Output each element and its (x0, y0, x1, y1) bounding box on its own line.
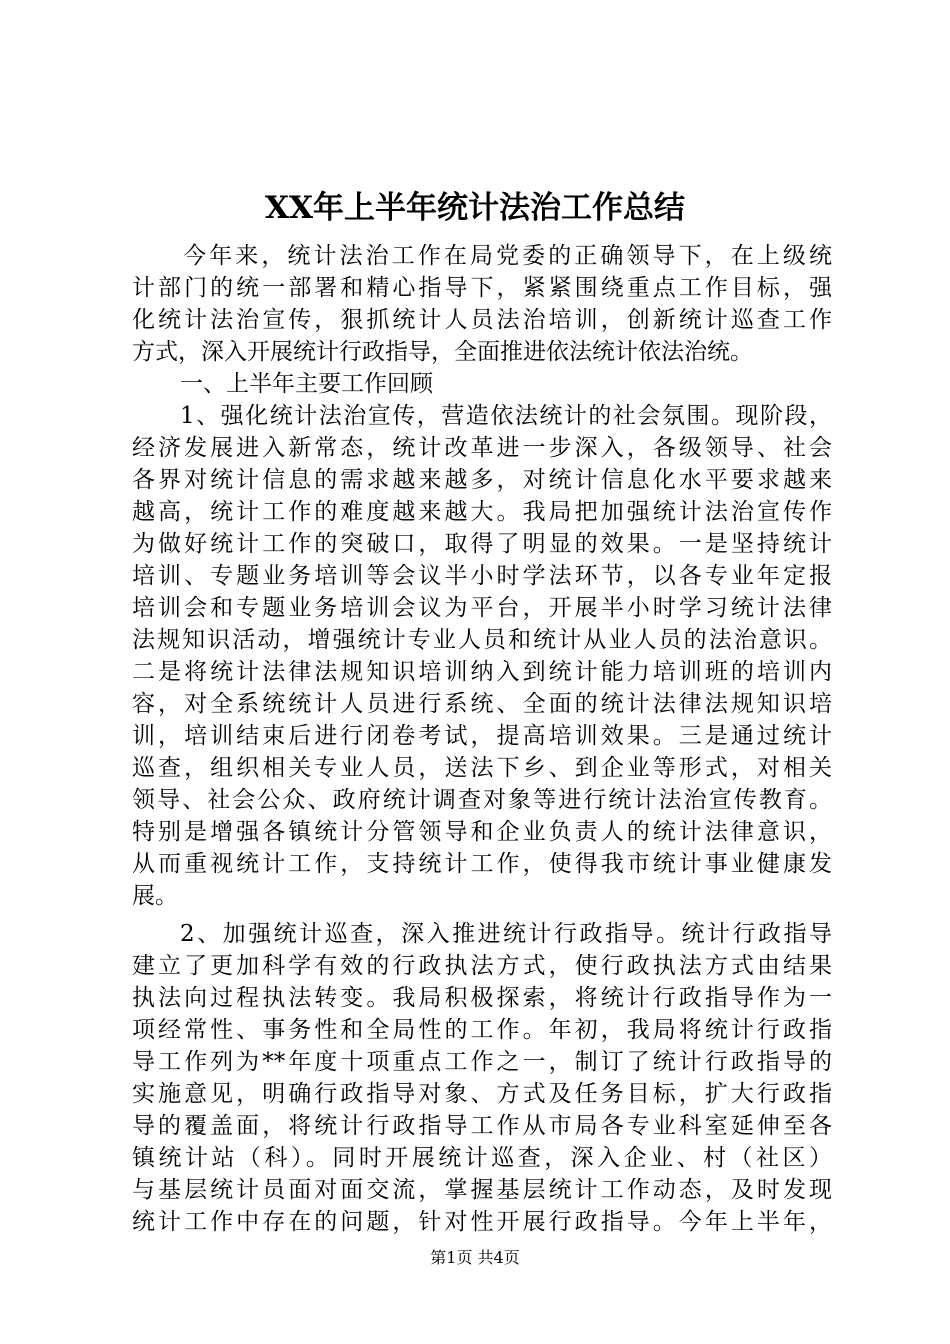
body-line: 建立了更加科学有效的行政执法方式，使行政执法方式由结果 (132, 953, 832, 979)
page-footer: 第1页 共4页 (430, 1248, 520, 1267)
body-line: 各界对统计信息的需求越来越多，对统计信息化水平要求越来 (132, 467, 832, 493)
body-line: 法规知识活动，增强统计专业人员和统计从业人员的法治意识。 (132, 627, 832, 653)
body-line: 二是将统计法律法规知识培训纳入到统计能力培训班的培训内 (132, 659, 832, 685)
body-line: 导的覆盖面，将统计行政指导工作从市局各专业科室延伸至各 (132, 1113, 832, 1139)
body-line: 镇统计站（科）。同时开展统计巡查，深入企业、村（社区） (132, 1145, 832, 1171)
body-line: 经济发展进入新常态，统计改革进一步深入，各级领导、社会 (132, 435, 832, 461)
body-line: 计部门的统一部署和精心指导下，紧紧围绕重点工作目标，强 (132, 275, 832, 301)
body-line: 1、强化统计法治宣传，营造依法统计的社会氛围。现阶段， (180, 403, 832, 429)
body-line: 导工作列为**年度十项重点工作之一，制订了统计行政指导的 (132, 1049, 832, 1075)
document-body (132, 240, 832, 1238)
body-line: 越高，统计工作的难度越来越大。我局把加强统计法治宣传作 (132, 499, 832, 525)
body-line: 训，培训结束后进行闭卷考试，提高培训效果。三是通过统计 (132, 723, 832, 749)
body-line: 2、加强统计巡查，深入推进统计行政指导。统计行政指导 (180, 921, 832, 947)
body-line: 与基层统计员面对面交流，掌握基层统计工作动态，及时发现 (132, 1177, 832, 1203)
body-line: 特别是增强各镇统计分管领导和企业负责人的统计法律意识， (132, 819, 832, 845)
body-line: 从而重视统计工作，支持统计工作，使得我市统计事业健康发 (132, 851, 832, 877)
section-heading: 一、上半年主要工作回顾 (180, 371, 433, 397)
body-line: 展。 (132, 883, 178, 909)
body-line: 容，对全系统统计人员进行系统、全面的统计法律法规知识培 (132, 691, 832, 717)
body-line: 领导、社会公众、政府统计调查对象等进行统计法治宣传教育。 (132, 787, 832, 813)
body-line: 培训、专题业务培训等会议半小时学法环节，以各专业年定报 (132, 563, 832, 589)
body-line: 执法向过程执法转变。我局积极探索，将统计行政指导作为一 (132, 985, 832, 1011)
body-line: 实施意见，明确行政指导对象、方式及任务目标，扩大行政指 (132, 1081, 832, 1107)
body-line: 今年来，统计法治工作在局党委的正确领导下，在上级统 (180, 243, 832, 269)
document-title: XX年上半年统计法治工作总结 (264, 190, 686, 226)
body-line: 项经常性、事务性和全局性的工作。年初，我局将统计行政指 (132, 1017, 832, 1043)
body-line: 巡查，组织相关专业人员，送法下乡、到企业等形式，对相关 (132, 755, 832, 781)
body-line: 为做好统计工作的突破口，取得了明显的效果。一是坚持统计 (132, 531, 832, 557)
body-line: 统计工作中存在的问题，针对性开展行政指导。今年上半年， (132, 1209, 832, 1235)
body-line: 方式，深入开展统计行政指导，全面推进依法统计依法治统。 (132, 339, 753, 365)
body-line: 化统计法治宣传，狠抓统计人员法治培训，创新统计巡查工作 (132, 307, 832, 333)
body-line: 培训会和专题业务培训会议为平台，开展半小时学习统计法律 (132, 595, 832, 621)
